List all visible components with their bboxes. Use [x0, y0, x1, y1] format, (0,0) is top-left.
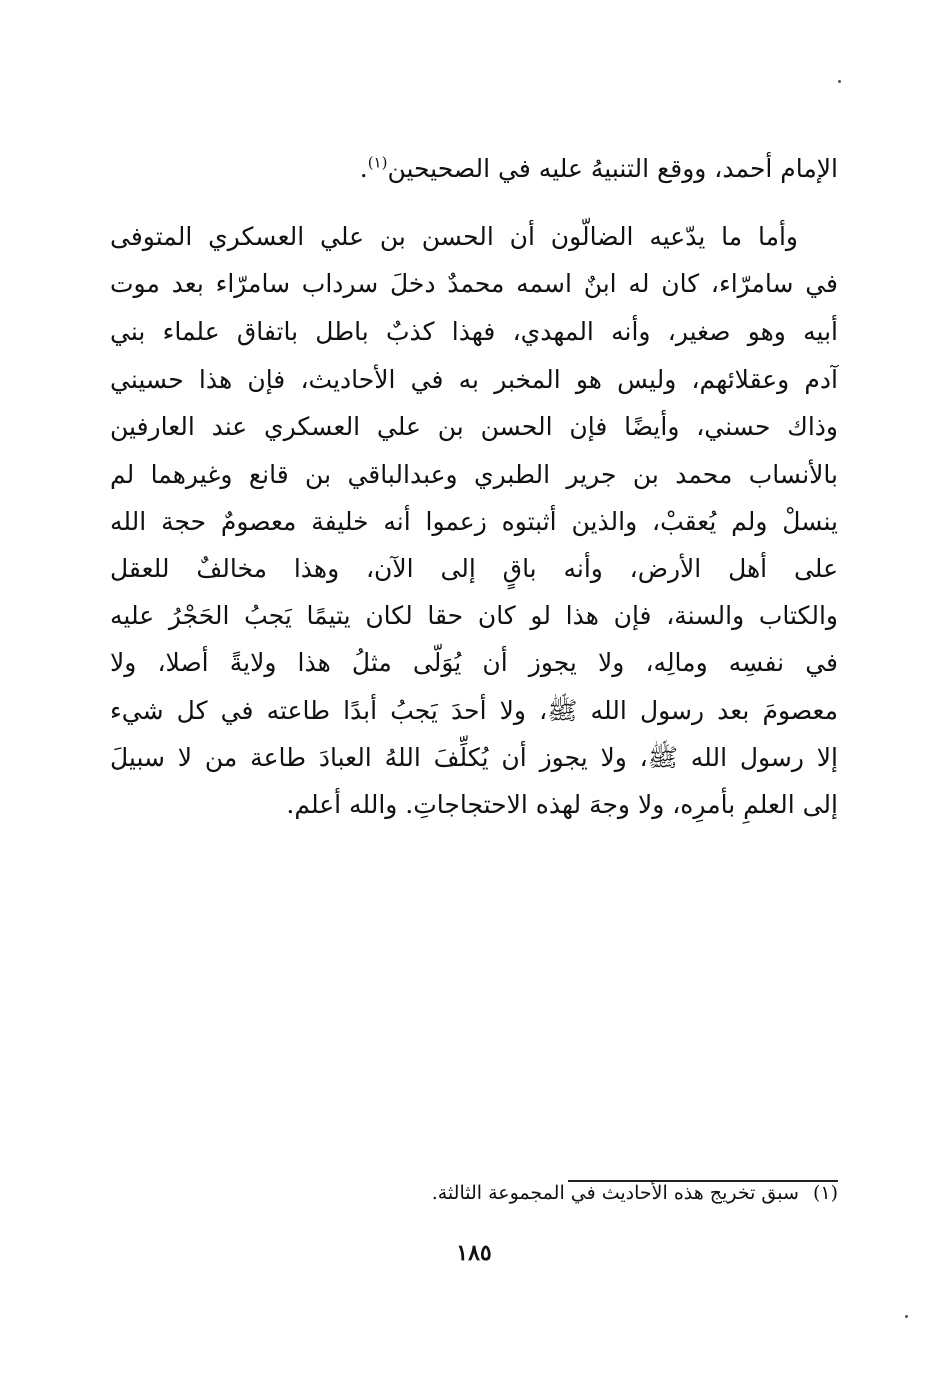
page-number: ١٨٥ [456, 1240, 492, 1266]
body-line-7: ينسلْ ولم يُعقبْ، والذين أثبتوه زعموا أنه خليفة معصومٌ حجة الله [110, 507, 838, 536]
footnote [432, 1178, 838, 1208]
body-line-0-end: . [359, 154, 368, 183]
body-line-0 [110, 152, 838, 186]
footnote-number: (١) [812, 1182, 838, 1204]
body-line-9: والكتاب والسنة، فإن هذا لو كان حقا لكان يتيمًا يَجبُ الحَجْرُ عليه [110, 601, 838, 630]
body-line-10: في نفسِه ومالِه، ولا يجوز أن يُوَلّى مثلُ هذا ولايةً أصلا، ولا [110, 648, 838, 677]
body-line-2: في سامرّاء، كان له ابنٌ اسمه محمدٌ دخلَ سرداب سامرّاء بعد موت [110, 269, 838, 298]
scan-speck-bottom [905, 1315, 908, 1318]
body-line-6: بالأنساب محمد بن جرير الطبري وعبدالباقي بن قانع وغيرهما لم [110, 460, 838, 489]
body-line-12: إلا رسول الله ﷺ، ولا يجوز أن يُكلِّفَ اللهُ العبادَ طاعة من لا سبيلَ [110, 743, 838, 772]
body-line-1: وأما ما يدّعيه الضالّون أن الحسن بن علي العسكري المتوفى [110, 222, 798, 251]
body-line-0-text: الإمام أحمد، ووقع التنبيهُ عليه في الصحيحين [387, 154, 838, 183]
body-line-3: أبيه وهو صغير، وأنه المهدي، فهذا كذبٌ باطل باتفاق علماء بني [110, 317, 838, 346]
body-line-5: وذاك حسني، وأيضًا فإن الحسن بن علي العسكري عند العارفين [110, 412, 838, 441]
body-line-8: على أهل الأرض، وأنه باقٍ إلى الآن، وهذا مخالفٌ للعقل [110, 554, 838, 583]
body-line-11: معصومَ بعد رسول الله ﷺ، ولا أحدَ يَجبُ أبدًا طاعته في كل شيء [110, 696, 838, 725]
footnote-text: سبق تخريج هذه الأحاديث في المجموعة الثالثة. [431, 1182, 799, 1204]
scan-speck-top [838, 80, 841, 83]
body-line-4: آدم وعقلائهم، وليس هو المخبر به في الأحاديث، فإن هذا حسيني [110, 365, 838, 394]
body-line-13: إلى العلمِ بأمرِه، ولا وجهَ لهذه الاحتجاجاتِ. والله أعلم. [286, 790, 838, 819]
footnote-reference: (١) [367, 153, 388, 172]
